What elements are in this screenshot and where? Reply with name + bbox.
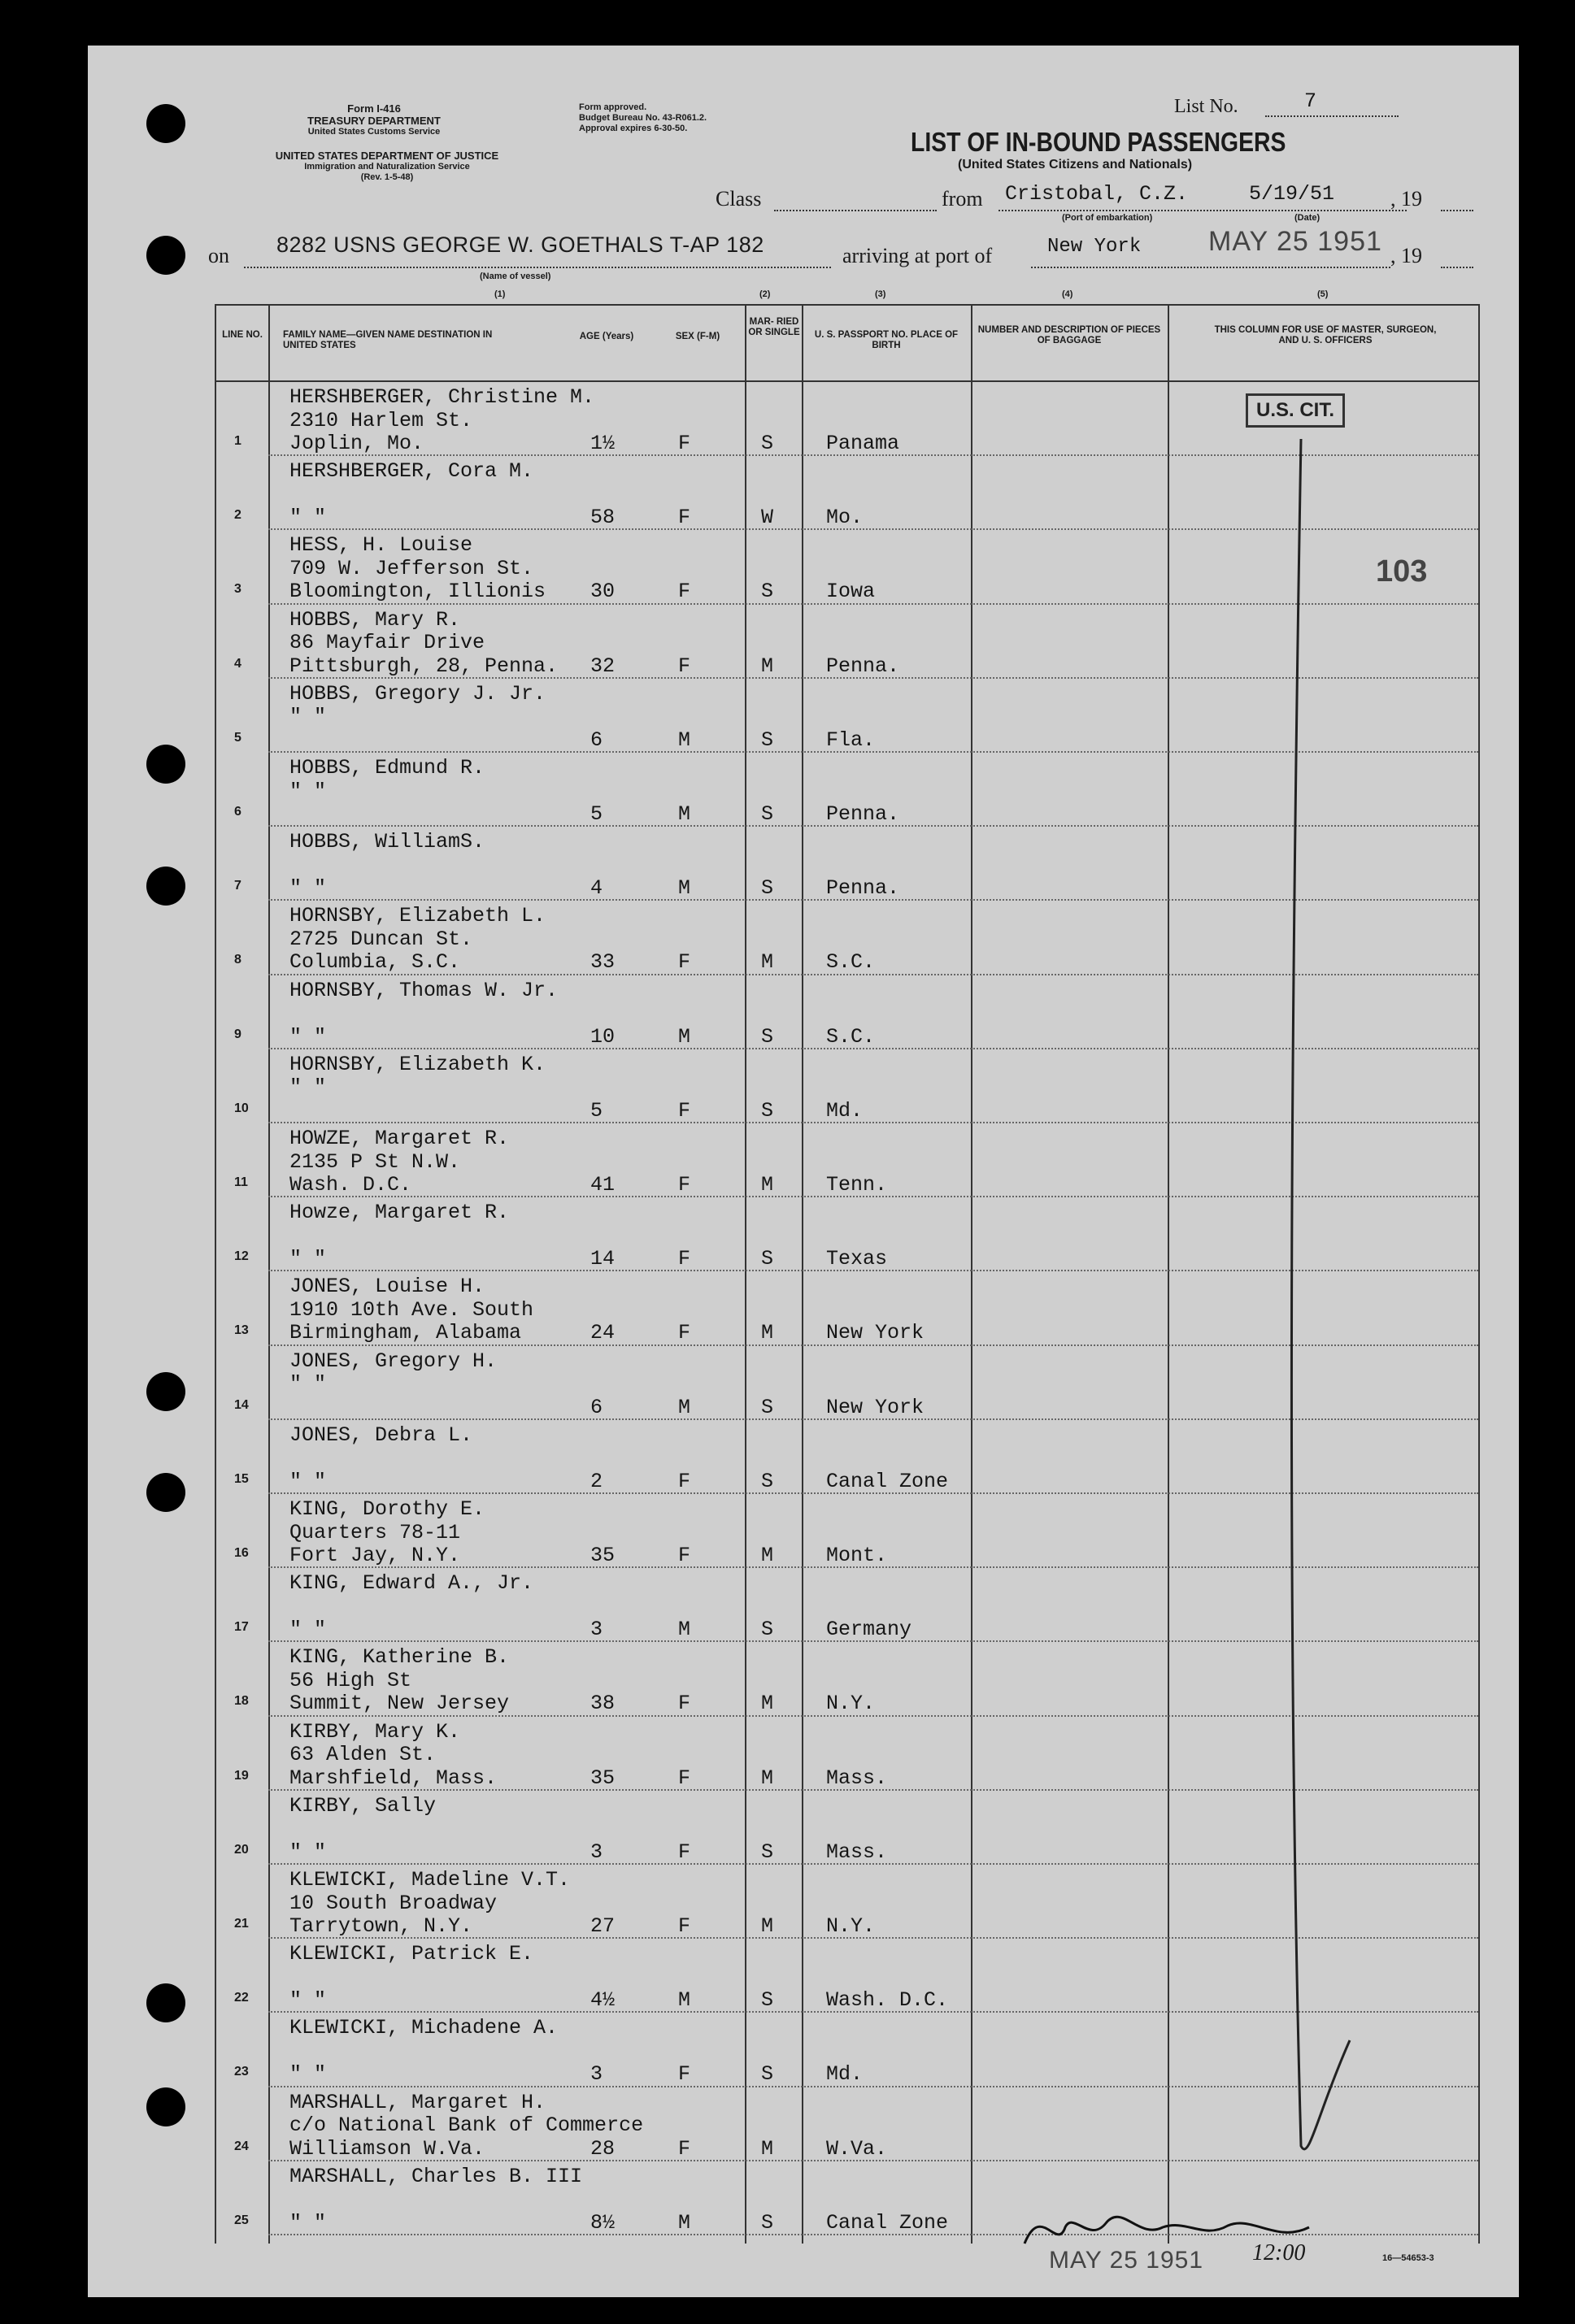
bottom-date-stamp: MAY 25 1951 <box>1049 2247 1204 2274</box>
line-number: 6 <box>234 805 241 819</box>
line-number: 20 <box>234 1842 249 1857</box>
passenger-age: 5 <box>590 802 603 826</box>
approved-label: Form approved. <box>579 102 647 112</box>
passenger-name: HERSHBERGER, Christine M. <box>289 385 595 409</box>
justice-label: UNITED STATES DEPARTMENT OF JUSTICE <box>275 150 499 162</box>
passenger-birthplace: Mo. <box>826 506 864 530</box>
passenger-sex: F <box>678 580 691 604</box>
passenger-name: KLEWICKI, Patrick E. <box>289 1942 534 1966</box>
line-number: 4 <box>234 656 241 671</box>
passenger-marital-status: M <box>761 2136 774 2161</box>
passenger-age: 41 <box>590 1173 616 1197</box>
passenger-sex: F <box>678 1321 691 1345</box>
passenger-age: 33 <box>590 950 616 975</box>
from-port: Cristobal, C.Z. <box>1005 182 1189 206</box>
passenger-age: 27 <box>590 1914 616 1938</box>
passenger-sex: M <box>678 1395 691 1419</box>
form-block <box>276 102 472 137</box>
year-suffix-1: , 19 <box>1390 187 1422 211</box>
passenger-sex: F <box>678 2136 691 2161</box>
col-num-5: (5) <box>1317 289 1329 299</box>
passenger-sex: M <box>678 802 691 826</box>
passenger-age: 3 <box>590 2062 603 2087</box>
arriving-label: arriving at port of <box>842 244 993 267</box>
line-number: 1 <box>234 434 241 448</box>
passenger-marital-status: S <box>761 1988 774 2013</box>
line-number: 19 <box>234 1768 249 1783</box>
approval-block <box>579 102 707 134</box>
passenger-marital-status: S <box>761 1840 774 1864</box>
passenger-birthplace: Canal Zone <box>826 2210 949 2235</box>
passenger-name: KIRBY, Mary K. <box>289 1719 461 1744</box>
passenger-destination: " " <box>289 1988 327 2013</box>
line-number: 8 <box>234 953 241 967</box>
passenger-address: 10 South Broadway <box>289 1891 498 1915</box>
passenger-sex: F <box>678 1469 691 1493</box>
passenger-birthplace: New York <box>826 1321 925 1345</box>
verification-line <box>1252 423 1415 2244</box>
passenger-sex: M <box>678 728 691 752</box>
page-number-stamp: 103 <box>1376 554 1428 589</box>
col-num-2: (2) <box>759 289 771 299</box>
from-label: from <box>942 187 983 211</box>
passenger-destination: Marshfield, Mass. <box>289 1766 498 1790</box>
passenger-sex: F <box>678 1914 691 1938</box>
passenger-name: KLEWICKI, Madeline V.T. <box>289 1868 571 1892</box>
passenger-age: 5 <box>590 1098 603 1123</box>
passenger-birthplace: Germany <box>826 1618 912 1642</box>
line-number: 21 <box>234 1917 249 1931</box>
passenger-marital-status: S <box>761 802 774 826</box>
passenger-name: KING, Katherine B. <box>289 1645 510 1670</box>
table-header-border <box>215 380 1480 382</box>
passenger-age: 30 <box>590 580 616 604</box>
col-header-passport: U. S. PASSPORT NO. PLACE OF BIRTH <box>814 330 959 350</box>
passenger-age: 32 <box>590 654 616 678</box>
line-number: 2 <box>234 508 241 523</box>
table-right-border <box>1478 304 1480 2244</box>
passenger-sex: F <box>678 1098 691 1123</box>
passenger-birthplace: Tenn. <box>826 1173 888 1197</box>
passenger-birthplace: Mont. <box>826 1544 888 1567</box>
passenger-marital-status: S <box>761 1098 774 1123</box>
passenger-marital-status: S <box>761 1247 774 1271</box>
class-label: Class <box>716 187 762 211</box>
passenger-sex: F <box>678 1766 691 1790</box>
passenger-marital-status: S <box>761 876 774 901</box>
line-number: 12 <box>234 1249 249 1264</box>
line-number: 22 <box>234 1991 249 2005</box>
passenger-address: " " <box>289 1372 327 1397</box>
col-header-name: FAMILY NAME—GIVEN NAME DESTINATION IN UNITED STATES <box>283 330 493 350</box>
passenger-name: JONES, Gregory H. <box>289 1349 498 1373</box>
passenger-birthplace: Panama <box>826 432 900 455</box>
form-id: Form I-416 <box>347 102 401 115</box>
binder-hole <box>146 1473 185 1512</box>
passenger-address: " " <box>289 779 327 803</box>
passenger-birthplace: Iowa <box>826 580 876 604</box>
passenger-destination: Columbia, S.C. <box>289 950 461 975</box>
passenger-destination: Tarrytown, N.Y. <box>289 1914 473 1938</box>
passenger-name: HOBBS, Mary R. <box>289 607 461 632</box>
list-no-line <box>1265 115 1399 117</box>
passenger-age: 58 <box>590 506 616 530</box>
embark-date: 5/19/51 <box>1249 182 1335 206</box>
passenger-age: 24 <box>590 1321 616 1345</box>
passenger-address: 56 High St <box>289 1668 412 1692</box>
passenger-marital-status: S <box>761 728 774 752</box>
passenger-sex: F <box>678 1692 691 1716</box>
passenger-address: 2135 P St N.W. <box>289 1149 461 1174</box>
vessel-name: 8282 USNS GEORGE W. GOETHALS T-AP 182 <box>276 232 764 257</box>
passenger-destination: " " <box>289 1469 327 1493</box>
passenger-age: 10 <box>590 1024 616 1049</box>
binder-hole <box>146 1983 185 2022</box>
passenger-destination: " " <box>289 1247 327 1271</box>
passenger-birthplace: Penna. <box>826 802 900 826</box>
passenger-destination: Summit, New Jersey <box>289 1692 510 1716</box>
col-divider <box>745 304 746 2244</box>
passenger-name: KING, Edward A., Jr. <box>289 1571 534 1596</box>
passenger-sex: F <box>678 2062 691 2087</box>
passenger-address: 1910 10th Ave. South <box>289 1297 534 1322</box>
passenger-birthplace: Canal Zone <box>826 1469 949 1493</box>
line-number: 11 <box>234 1175 248 1189</box>
passenger-name: HOBBS, Gregory J. Jr. <box>289 681 546 706</box>
passenger-name: Howze, Margaret R. <box>289 1201 510 1225</box>
passenger-marital-status: S <box>761 1618 774 1642</box>
passenger-name: HOBBS, Edmund R. <box>289 756 485 780</box>
passenger-birthplace: Md. <box>826 1098 864 1123</box>
passenger-destination: " " <box>289 1024 327 1049</box>
passenger-birthplace: S.C. <box>826 1024 876 1049</box>
form-code: 16—54653-3 <box>1382 2253 1434 2263</box>
passenger-address: 63 Alden St. <box>289 1743 437 1767</box>
year-suffix-2: , 19 <box>1390 244 1422 267</box>
col-header-officers: THIS COLUMN FOR USE OF MASTER, SURGEON, AND U. S. OFFICERS <box>1214 325 1437 345</box>
passenger-name: MARSHALL, Margaret H. <box>289 2090 546 2114</box>
passenger-sex: M <box>678 876 691 901</box>
col-header-baggage: NUMBER AND DESCRIPTION OF PIECES OF BAGGAGE <box>977 325 1161 345</box>
passenger-marital-status: M <box>761 1692 774 1716</box>
col-num-3: (3) <box>875 289 886 299</box>
passenger-birthplace: Wash. D.C. <box>826 1988 949 2013</box>
col-num-4: (4) <box>1062 289 1073 299</box>
passenger-name: JONES, Louise H. <box>289 1275 485 1299</box>
passenger-birthplace: S.C. <box>826 950 876 975</box>
passenger-sex: F <box>678 1544 691 1567</box>
on-label: on <box>208 244 229 267</box>
arrival-line <box>1031 267 1390 268</box>
justice-block <box>208 150 566 183</box>
passenger-sex: F <box>678 506 691 530</box>
passenger-marital-status: S <box>761 432 774 455</box>
passenger-sex: M <box>678 2210 691 2235</box>
passenger-name: HORNSBY, Thomas W. Jr. <box>289 978 559 1002</box>
binder-hole <box>146 867 185 906</box>
passenger-age: 28 <box>590 2136 616 2161</box>
passenger-destination: Joplin, Mo. <box>289 432 424 455</box>
passenger-marital-status: M <box>761 950 774 975</box>
passenger-sex: F <box>678 1247 691 1271</box>
col-header-married: MAR- RIED OR SINGLE <box>748 317 800 337</box>
line-number: 13 <box>234 1323 249 1338</box>
binder-hole <box>146 236 185 275</box>
passenger-destination: Fort Jay, N.Y. <box>289 1544 461 1567</box>
passenger-birthplace: Mass. <box>826 1840 888 1864</box>
passenger-birthplace: Md. <box>826 2062 864 2087</box>
passenger-address: 2725 Duncan St. <box>289 927 473 951</box>
line-number: 5 <box>234 730 241 745</box>
budget-label: Budget Bureau No. 43-R061.2. <box>579 113 707 123</box>
passenger-marital-status: M <box>761 1914 774 1938</box>
passenger-destination: " " <box>289 2210 327 2235</box>
passenger-name: MARSHALL, Charles B. III <box>289 2164 583 2188</box>
passenger-sex: M <box>678 1024 691 1049</box>
col-header-age: AGE (Years) <box>579 332 634 341</box>
binder-hole <box>146 745 185 784</box>
line-number: 9 <box>234 1027 241 1041</box>
passenger-sex: M <box>678 1618 691 1642</box>
binder-hole <box>146 104 185 143</box>
passenger-age: 3 <box>590 1840 603 1864</box>
passenger-sex: F <box>678 950 691 975</box>
passenger-marital-status: M <box>761 1173 774 1197</box>
passenger-birthplace: Texas <box>826 1247 888 1271</box>
col-num-1: (1) <box>494 289 506 299</box>
line-number: 16 <box>234 1546 249 1560</box>
line-number: 24 <box>234 2139 249 2153</box>
line-number: 10 <box>234 1101 249 1115</box>
passenger-age: 2 <box>590 1469 603 1493</box>
passenger-name: HORNSBY, Elizabeth L. <box>289 904 546 928</box>
passenger-age: 4 <box>590 876 603 901</box>
passenger-name: KLEWICKI, Michadene A. <box>289 2016 559 2040</box>
col-divider <box>268 304 270 2244</box>
line-number: 17 <box>234 1620 249 1635</box>
vessel-line <box>244 267 831 268</box>
vessel-caption: (Name of vessel) <box>480 271 551 281</box>
passenger-address: 2310 Harlem St. <box>289 408 473 432</box>
table-left-border <box>215 304 216 2244</box>
passenger-name: KING, Dorothy E. <box>289 1497 485 1521</box>
passenger-marital-status: S <box>761 580 774 604</box>
passenger-birthplace: New York <box>826 1395 925 1419</box>
handwritten-initials: 12:00 <box>1252 2240 1306 2265</box>
passenger-birthplace: Penna. <box>826 876 900 901</box>
col-header-line: LINE NO. <box>222 330 263 340</box>
binder-hole <box>146 2087 185 2126</box>
passenger-birthplace: W.Va. <box>826 2136 888 2161</box>
passenger-address: " " <box>289 705 327 729</box>
passenger-destination: " " <box>289 2062 327 2087</box>
passenger-destination: Birmingham, Alabama <box>289 1321 522 1345</box>
passenger-name: HOWZE, Margaret R. <box>289 1127 510 1150</box>
binder-hole <box>146 1372 185 1411</box>
passenger-marital-status: S <box>761 2210 774 2235</box>
passenger-destination: " " <box>289 1840 327 1864</box>
passenger-age: 3 <box>590 1618 603 1642</box>
passenger-age: 1½ <box>590 432 616 455</box>
page-subtitle: (United States Citizens and Nationals) <box>958 158 1193 172</box>
passenger-name: HOBBS, WilliamS. <box>289 830 485 854</box>
passenger-age: 35 <box>590 1766 616 1790</box>
line-number: 14 <box>234 1397 249 1412</box>
line-number: 7 <box>234 879 241 893</box>
passenger-marital-status: W <box>761 506 774 530</box>
passenger-sex: F <box>678 1840 691 1864</box>
passenger-marital-status: S <box>761 1024 774 1049</box>
passenger-birthplace: N.Y. <box>826 1914 876 1938</box>
passenger-marital-status: S <box>761 2062 774 2087</box>
passenger-marital-status: S <box>761 1395 774 1419</box>
col-divider <box>971 304 972 2244</box>
ins-label: Immigration and Naturalization Service <box>304 162 470 172</box>
passenger-name: KIRBY, Sally <box>289 1793 437 1818</box>
rev-label: (Rev. 1-5-48) <box>360 172 414 182</box>
passenger-age: 6 <box>590 1395 603 1419</box>
passenger-marital-status: M <box>761 654 774 678</box>
treasury-label: TREASURY DEPARTMENT <box>307 115 441 127</box>
line-number: 3 <box>234 582 241 597</box>
year-line-1 <box>1441 210 1473 211</box>
col-divider <box>802 304 803 2244</box>
passenger-destination: Wash. D.C. <box>289 1173 412 1197</box>
passenger-sex: F <box>678 654 691 678</box>
line-number: 18 <box>234 1694 249 1709</box>
customs-label: United States Customs Service <box>307 127 441 137</box>
expires-label: Approval expires 6-30-50. <box>579 124 688 133</box>
list-no-label: List No. <box>1174 96 1238 117</box>
passenger-destination: " " <box>289 506 327 530</box>
passenger-name: HORNSBY, Elizabeth K. <box>289 1052 546 1076</box>
page-title: LIST OF IN-BOUND PASSENGERS <box>911 127 1286 157</box>
passenger-birthplace: Fla. <box>826 728 876 752</box>
from-line <box>999 210 1407 211</box>
us-citizen-stamp: U.S. CIT. <box>1246 393 1345 428</box>
passenger-marital-status: M <box>761 1766 774 1790</box>
passenger-birthplace: Mass. <box>826 1766 888 1790</box>
passenger-sex: F <box>678 1173 691 1197</box>
class-line <box>774 210 937 211</box>
date-caption: (Date) <box>1294 213 1320 223</box>
passenger-address: 709 W. Jefferson St. <box>289 556 534 580</box>
passenger-destination: " " <box>289 876 327 901</box>
passenger-birthplace: N.Y. <box>826 1692 876 1716</box>
arrival-date-stamp: MAY 25 1951 <box>1208 226 1382 257</box>
passenger-address: Quarters 78-11 <box>289 1520 461 1544</box>
arrival-port: New York <box>1047 236 1142 258</box>
col-header-sex: SEX (F-M) <box>675 332 720 341</box>
passenger-destination: Williamson W.Va. <box>289 2136 485 2161</box>
passenger-name: JONES, Debra L. <box>289 1423 473 1447</box>
line-number: 25 <box>234 2213 249 2227</box>
passenger-marital-status: M <box>761 1544 774 1567</box>
col-divider <box>1168 304 1169 2244</box>
passenger-age: 35 <box>590 1544 616 1567</box>
year-line-2 <box>1441 267 1473 268</box>
line-number: 15 <box>234 1471 249 1486</box>
passenger-age: 38 <box>590 1692 616 1716</box>
passenger-age: 14 <box>590 1247 616 1271</box>
list-no-value: 7 <box>1304 89 1317 113</box>
port-embark-caption: (Port of embarkation) <box>1062 213 1153 223</box>
passenger-sex: F <box>678 432 691 455</box>
passenger-age: 6 <box>590 728 603 752</box>
passenger-address: " " <box>289 1075 327 1100</box>
passenger-age: 4½ <box>590 1988 616 2013</box>
passenger-name: HERSHBERGER, Cora M. <box>289 459 534 484</box>
passenger-marital-status: M <box>761 1321 774 1345</box>
passenger-destination: Pittsburgh, 28, Penna. <box>289 654 559 678</box>
table-top-border <box>215 304 1480 306</box>
passenger-marital-status: S <box>761 1469 774 1493</box>
passenger-destination: " " <box>289 1618 327 1642</box>
line-number: 23 <box>234 2065 249 2079</box>
passenger-birthplace: Penna. <box>826 654 900 678</box>
passenger-name: HESS, H. Louise <box>289 533 473 558</box>
passenger-sex: M <box>678 1988 691 2013</box>
passenger-address: c/o National Bank of Commerce <box>289 2113 644 2138</box>
passenger-destination: Bloomington, Illionis <box>289 580 546 604</box>
passenger-age: 8½ <box>590 2210 616 2235</box>
passenger-address: 86 Mayfair Drive <box>289 631 485 655</box>
